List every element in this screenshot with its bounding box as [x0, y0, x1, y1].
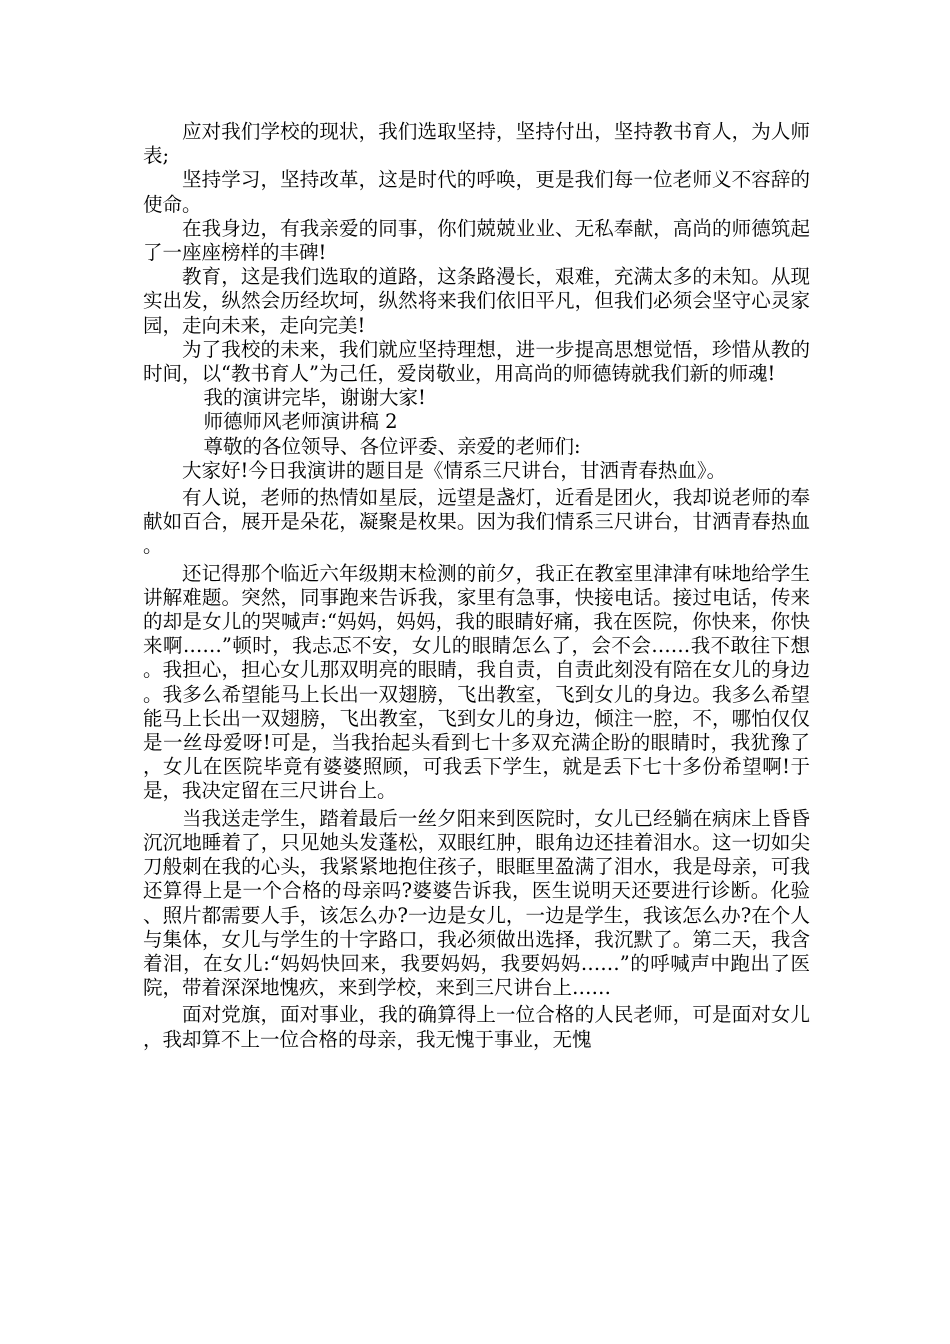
paragraph: 大家好!今日我演讲的题目是《情系三尺讲台，甘洒青春热血》。	[182, 458, 727, 482]
salutation: 尊敬的各位领导、各位评委、亲爱的老师们:	[203, 434, 581, 458]
paragraph: 坚持学习，坚持改革，这是时代的呼唤，更是我们每一位老师义不容辞的使命。	[143, 168, 810, 216]
paragraph: 为了我校的未来，我们就应坚持理想，进一步提高思想觉悟，珍惜从教的时间，以“教书育人”为己任，爱岗敬业，用高尚的师德铸就我们新的师魂!	[143, 337, 810, 386]
section-title: 师德师风老师演讲稿 2	[203, 410, 398, 434]
paragraph: 应对我们学校的现状，我们选取坚持，坚持付出，坚持教书育人，为人师表;	[143, 120, 810, 168]
paragraph: 面对党旗，面对事业，我的确算得上一位合格的人民老师，可是面对女儿，我却算不上一位合格的母亲，我无愧于事业，无愧	[143, 1003, 810, 1051]
paragraph: 教育，这是我们选取的道路，这条路漫长，艰难，充满太多的未知。从现实出发，纵然会历经坎坷，纵然将来我们依旧平凡，但我们必须会坚守心灵家园，走向未来，走向完美!	[143, 265, 810, 337]
paragraph: 在我身边，有我亲爱的同事，你们兢兢业业、无私奉献，高尚的师德筑起了一座座榜样的丰碑!	[143, 216, 810, 265]
paragraph: 我的演讲完毕，谢谢大家!	[203, 386, 426, 410]
paragraph: 当我送走学生，踏着最后一丝夕阳来到医院时，女儿已经躺在病床上昏昏沉沉地睡着了，只见她头发蓬松，双眼红肿，眼角边还挂着泪水。这一切如尖刀般刺在我的心头，我紧紧地抱住孩子，眼眶里盈满了泪水，我是母亲，可我还算得上是一个合格的母亲吗?婆婆告诉我，医生说明天还要进行诊断。化验、照片都需要人手，该怎么办?一边是女儿，一边是学生，我该怎么办?在个人与集体，女儿与学生的十字路口，我必须做出选择，我沉默了。第二天，我含着泪，在女儿:“妈妈快回来，我要妈妈，我要妈妈……”的呼喊声中跑出了医院，带着深深地愧疚，来到学校，来到三尺讲台上……	[143, 806, 810, 1000]
paragraph: 有人说，老师的热情如星辰，远望是盏灯，近看是团火，我却说老师的奉献如百合，展开是朵花，凝聚是枚果。因为我们情系三尺讲台，甘洒青春热血。	[143, 486, 810, 558]
paragraph: 还记得那个临近六年级期末检测的前夕，我正在教室里津津有味地给学生讲解难题。突然，同事跑来告诉我，家里有急事，快接电话。接过电话，传来的却是女儿的哭喊声:“妈妈，妈妈，我的眼睛好痛，我在医院，你快来，你快来啊……”顿时，我忐忑不安，女儿的眼睛怎么了，会不会……我不敢往下想。我担心，担心女儿那双明亮的眼睛，我自责，自责此刻没有陪在女儿的身边。我多么希望能马上长出一双翅膀，飞出教室，飞到女儿的身边。我多么希望能马上长出一双翅膀，飞出教室，飞到女儿的身边，倾注一腔，不，哪怕仅仅是一丝母爱呀!可是，当我抬起头看到七十多双充满企盼的眼睛时，我犹豫了，女儿在医院毕竟有婆婆照顾，可我丢下学生，就是丢下七十多份希望啊!于是，我决定留在三尺讲台上。	[143, 561, 810, 803]
document-page	[143, 120, 810, 1052]
